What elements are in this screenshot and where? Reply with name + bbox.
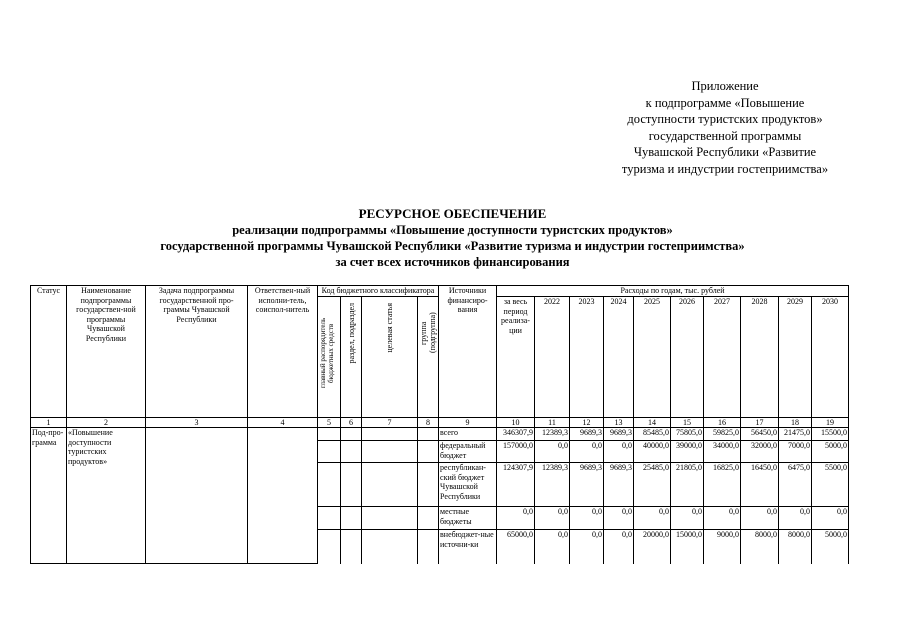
value-cell: 124307,9 <box>497 463 535 507</box>
source-cell: местные бюджеты <box>439 507 497 530</box>
code-cell <box>341 463 362 507</box>
value-cell: 0,0 <box>535 441 570 463</box>
code-cell <box>318 530 341 564</box>
header-code-main-manager <box>318 297 341 418</box>
source-cell: республикан-ский бюджет Чувашской Республики <box>439 463 497 507</box>
code-cell <box>362 428 418 441</box>
header-code-target-item <box>362 297 418 418</box>
value-cell: 5500,0 <box>812 463 849 507</box>
value-cell: 0,0 <box>634 507 671 530</box>
code-cell <box>418 441 439 463</box>
column-index: 11 <box>535 418 570 428</box>
value-cell: 15000,0 <box>671 530 704 564</box>
header-code-section <box>341 297 362 418</box>
column-index: 5 <box>318 418 341 428</box>
value-cell: 0,0 <box>570 441 604 463</box>
value-cell: 0,0 <box>704 507 741 530</box>
appendix-line: туризма и индустрии гостеприимства» <box>621 161 829 176</box>
value-cell: 0,0 <box>570 530 604 564</box>
value-cell: 34000,0 <box>704 441 741 463</box>
column-index: 9 <box>439 418 497 428</box>
header-expenses: Расходы по годам, тыс. рублей <box>497 286 849 297</box>
value-cell: 40000,0 <box>634 441 671 463</box>
column-index: 7 <box>362 418 418 428</box>
value-cell: 21805,0 <box>671 463 704 507</box>
code-cell <box>318 463 341 507</box>
header-code-target-item-text: целевая статья <box>385 303 394 353</box>
value-cell: 16825,0 <box>704 463 741 507</box>
code-cell <box>418 463 439 507</box>
code-cell <box>318 507 341 530</box>
header-code-main-manager-text: главный распорядитель бюджетных средств <box>319 317 335 389</box>
responsible-cell <box>248 428 318 564</box>
value-cell: 75805,0 <box>671 428 704 441</box>
code-cell <box>341 428 362 441</box>
header-task: Задача подпрограммы государственной про-граммы Чувашской Республики <box>146 286 248 418</box>
column-index: 3 <box>146 418 248 428</box>
code-cell <box>318 428 341 441</box>
value-cell: 39000,0 <box>671 441 704 463</box>
appendix-line: Чувашской Республики «Развитие <box>633 145 817 159</box>
value-cell: 5000,0 <box>812 441 849 463</box>
column-index: 19 <box>812 418 849 428</box>
value-cell: 25485,0 <box>634 463 671 507</box>
header-code-section-text: раздел, подраздел <box>346 303 356 364</box>
value-cell: 9689,3 <box>570 428 604 441</box>
value-cell: 6475,0 <box>779 463 812 507</box>
code-cell <box>362 441 418 463</box>
value-cell: 5000,0 <box>812 530 849 564</box>
value-cell: 15500,0 <box>812 428 849 441</box>
header-code-group-text: группа (подгруппа) <box>419 312 437 354</box>
subprogram-name-cell: «Повышение доступности туристских продуктов» <box>67 428 146 564</box>
header-responsible: Ответствен-ный исполни-тель, соиспол-нитель <box>248 286 318 418</box>
column-index: 10 <box>497 418 535 428</box>
value-cell: 59825,0 <box>704 428 741 441</box>
code-cell <box>362 463 418 507</box>
header-status: Статус <box>31 286 67 418</box>
resource-table <box>30 285 849 564</box>
source-cell: внебюджет-ные источни-ки <box>439 530 497 564</box>
column-index: 18 <box>779 418 812 428</box>
table-row <box>31 428 849 441</box>
appendix-caption <box>605 78 845 177</box>
header-sources: Источники финансиро-вания <box>439 286 497 418</box>
title-line: реализации подпрограммы «Повышение доступности туристских продуктов» <box>232 223 673 237</box>
appendix-line: к подпрограмме «Повышение <box>645 95 805 110</box>
value-cell: 12389,3 <box>535 428 570 441</box>
value-cell: 32000,0 <box>741 441 779 463</box>
value-cell: 85485,0 <box>634 428 671 441</box>
value-cell: 65000,0 <box>497 530 535 564</box>
header-year: 2027 <box>704 297 741 418</box>
header-year: 2022 <box>535 297 570 418</box>
value-cell: 9689,3 <box>604 463 634 507</box>
value-cell: 0,0 <box>604 507 634 530</box>
code-cell <box>362 507 418 530</box>
header-year: 2024 <box>604 297 634 418</box>
source-cell: федеральный бюджет <box>439 441 497 463</box>
column-index-row <box>31 418 849 428</box>
header-name: Наименование подпрограммы государствен-ной программы Чувашской Республики <box>67 286 146 418</box>
value-cell: 0,0 <box>535 530 570 564</box>
title-line: государственной программы Чувашской Республики «Развитие туризма и индустрии гостеприимства» <box>160 239 745 253</box>
value-cell: 56450,0 <box>741 428 779 441</box>
value-cell: 21475,0 <box>779 428 812 441</box>
value-cell: 20000,0 <box>634 530 671 564</box>
header-year: 2023 <box>570 297 604 418</box>
code-cell <box>341 441 362 463</box>
value-cell: 0,0 <box>812 507 849 530</box>
source-cell: всего <box>439 428 497 441</box>
value-cell: 157000,0 <box>497 441 535 463</box>
column-index: 2 <box>67 418 146 428</box>
column-index: 1 <box>31 418 67 428</box>
appendix-line: государственной программы <box>648 128 802 143</box>
column-index: 14 <box>634 418 671 428</box>
code-cell <box>418 530 439 564</box>
header-year: 2025 <box>634 297 671 418</box>
value-cell: 346307,9 <box>497 428 535 441</box>
appendix-line: Приложение <box>691 79 759 93</box>
code-cell <box>318 441 341 463</box>
header-year: 2028 <box>741 297 779 418</box>
value-cell: 0,0 <box>671 507 704 530</box>
value-cell: 0,0 <box>497 507 535 530</box>
value-cell: 0,0 <box>779 507 812 530</box>
column-index: 16 <box>704 418 741 428</box>
value-cell: 16450,0 <box>741 463 779 507</box>
code-cell <box>418 507 439 530</box>
column-index: 13 <box>604 418 634 428</box>
task-cell <box>146 428 248 564</box>
header-year: 2029 <box>779 297 812 418</box>
value-cell: 9689,3 <box>604 428 634 441</box>
header-budget-code: Код бюджетного классификатора <box>318 286 439 297</box>
value-cell: 9000,0 <box>704 530 741 564</box>
column-index: 12 <box>570 418 604 428</box>
value-cell: 8000,0 <box>779 530 812 564</box>
value-cell: 0,0 <box>604 441 634 463</box>
appendix-line: доступности туристских продуктов» <box>627 112 823 126</box>
header-year: 2026 <box>671 297 704 418</box>
column-index: 4 <box>248 418 318 428</box>
value-cell: 9689,3 <box>570 463 604 507</box>
status-cell: Под-про-грамма <box>31 428 67 564</box>
document-title <box>0 206 905 270</box>
code-cell <box>418 428 439 441</box>
title-heading: РЕСУРСНОЕ ОБЕСПЕЧЕНИЕ <box>358 206 547 221</box>
column-index: 8 <box>418 418 439 428</box>
value-cell: 0,0 <box>604 530 634 564</box>
value-cell: 0,0 <box>570 507 604 530</box>
code-cell <box>341 507 362 530</box>
code-cell <box>362 530 418 564</box>
value-cell: 0,0 <box>535 507 570 530</box>
value-cell: 7000,0 <box>779 441 812 463</box>
column-index: 6 <box>341 418 362 428</box>
column-index: 15 <box>671 418 704 428</box>
title-line: за счет всех источников финансирования <box>335 255 570 269</box>
header-year: 2030 <box>812 297 849 418</box>
value-cell: 12389,3 <box>535 463 570 507</box>
value-cell: 0,0 <box>741 507 779 530</box>
column-index: 17 <box>741 418 779 428</box>
code-cell <box>341 530 362 564</box>
header-year-total: за весь период реализа-ции <box>497 297 535 418</box>
header-code-group <box>418 297 439 418</box>
value-cell: 8000,0 <box>741 530 779 564</box>
